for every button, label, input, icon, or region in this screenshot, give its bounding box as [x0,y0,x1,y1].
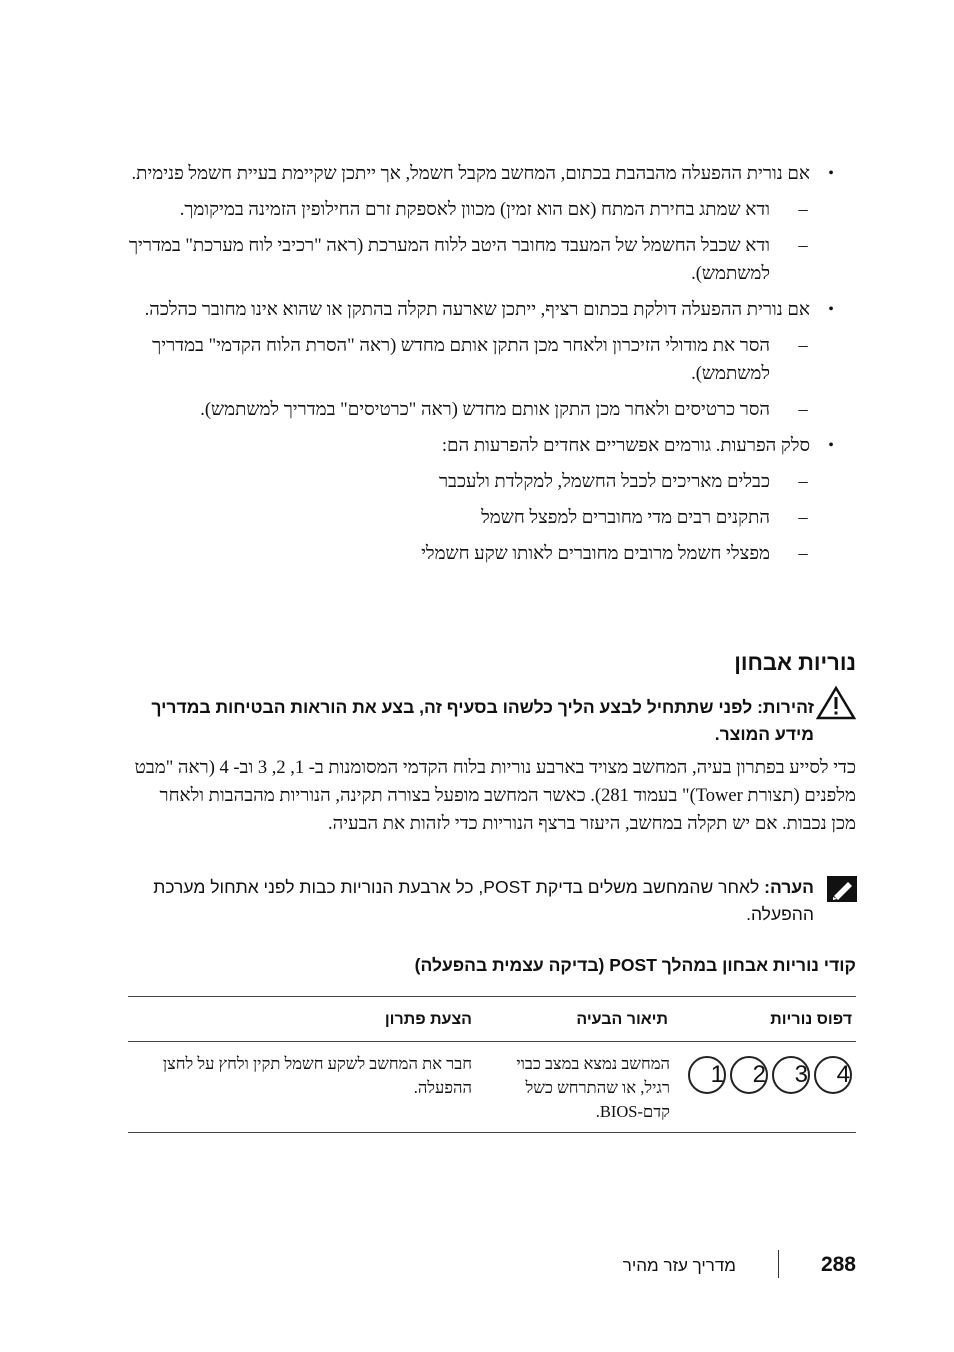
diagnostic-light-3: 3 [772,1056,810,1094]
bullet-item [128,160,834,188]
header-solution: הצעת פתרון [384,1011,472,1028]
bullet-item [128,432,834,460]
warning-text: לפני שתתחיל לבצע הליך כלשהו בסעיף זה, בצע את הוראות הבטיחות במדריך מידע המוצר. [151,697,814,744]
bullet-text: אם נורית ההפעלה דולקת בכתום רציף, ייתכן שארעה תקלה בהתקן או שהוא אינו מחובר כהלכה. [144,300,810,320]
sub-bullet-item [128,540,808,568]
section-title: נוריות אבחון [734,650,856,675]
bullet-marker: – [798,200,808,220]
bullet-marker: – [798,508,808,528]
table-header [128,997,856,1041]
sub-bullet-item [128,468,808,496]
warning-label: זהירות: [757,697,814,717]
bullet-marker: – [798,236,808,256]
table-bottom-rule [128,1132,856,1133]
footer-title: מדריך עזר מהיר [622,1256,736,1275]
bullet-text: ודא שכבל החשמל של המעבד מחובר היטב ללוח המערכת (ראה "רכיבי לוח מערכת" במדריך למשתמש). [128,236,770,284]
warning-icon [816,686,856,720]
bullet-list [128,160,834,576]
sub-bullet-item [128,396,808,424]
row-description: המחשב נמצא במצב כבוי רגיל, או שהתרחש כשל קדם-BIOS. [516,1054,670,1121]
sub-bullet-item [128,232,808,288]
warning-block [124,694,814,748]
diagnostic-light-4: 4 [814,1056,852,1094]
diagnostic-light-2: 2 [730,1056,768,1094]
bullet-text: מפצלי חשמל מרובים מחוברים לאותו שקע חשמלי [421,544,770,564]
note-block [124,874,814,928]
intro-paragraph: כדי לסייע בפתרון בעיה, המחשב מצויד בארבע נוריות בלוח הקדמי המסומנות ב- 1, 2, 3 וב- 4 (ראה "מבט מלפנים (תצורת Tower)" בעמוד 281). כאשר המחשב מופעל בצורה תקינה, הנוריות מהבהבות ולאחר מכן נכבות. אם יש תקלה במחשב, היעזר ברצף הנוריות כדי לזהות את הבעיה. [134,758,856,834]
bullet-marker: • [828,165,834,182]
note-icon [827,876,857,902]
note-text: לאחר שהמחשב משלים בדיקת POST, כל ארבעת הנוריות כבות לפני אתחול מערכת ההפעלה. [153,877,814,924]
bullet-text: הסר כרטיסים ולאחר מכן התקן אותם מחדש (ראה "כרטיסים" במדריך למשתמש). [200,400,770,420]
header-light-pattern: דפוס נוריות [770,1011,852,1028]
page-number: 288 [820,1253,856,1276]
header-description: תיאור הבעיה [576,1011,668,1028]
note-label: הערה: [764,877,814,897]
table-title: קודי נוריות אבחון במהלך POST (בדיקה עצמית בהפעלה) [414,955,856,975]
bullet-text: כבלים מאריכים לכבל החשמל, למקלדת ולעכבר [438,472,770,492]
diagnostic-light-1: 1 [688,1056,726,1094]
bullet-text: סלק הפרעות. גורמים אפשריים אחדים להפרעות הם: [441,436,810,456]
bullet-item [128,296,834,324]
bullet-text: התקנים רבים מדי מחוברים למפצל חשמל [481,508,770,528]
diagnostic-table [128,996,856,1133]
bullet-text: אם נורית ההפעלה מהבהבת בכתום, המחשב מקבל חשמל, אך ייתכן שקיימת בעיית חשמל פנימית. [131,164,810,184]
bullet-marker: • [828,437,834,454]
sub-bullet-item [128,504,808,532]
row-solution: חבר את המחשב לשקע חשמל תקין ולחץ על לחצן ההפעלה. [162,1054,472,1097]
bullet-text: הסר את מודולי הזיכרון ולאחר מכן התקן אותם מחדש (ראה "הסרת הלוח הקדמי" במדריך למשתמש). [152,336,770,384]
bullet-marker: – [798,400,808,420]
bullet-marker: – [798,336,808,356]
bullet-marker: – [798,472,808,492]
table-row [128,1042,856,1132]
sub-bullet-item [128,196,808,224]
sub-bullet-item [128,332,808,388]
footer-divider [778,1250,779,1278]
bullet-text: ודא שמתג בחירת המתח (אם הוא זמין) מכוון לאספקת זרם החילופין הזמינה במיקומך. [179,200,770,220]
light-pattern [684,1056,852,1094]
bullet-marker: • [828,301,834,318]
bullet-marker: – [798,544,808,564]
